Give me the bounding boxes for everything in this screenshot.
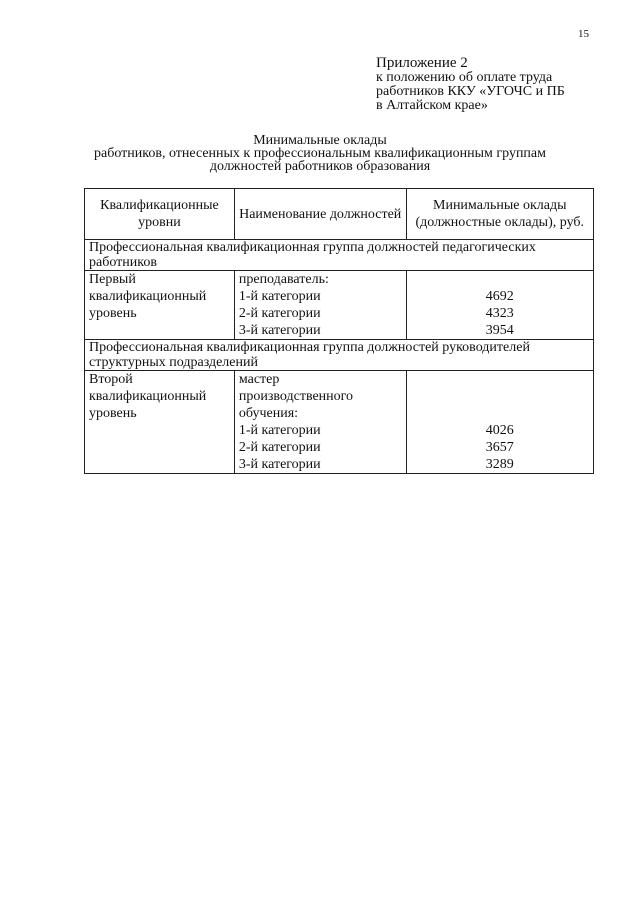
header-salary: Минимальные оклады (должностные оклады), руб. bbox=[406, 189, 593, 240]
position-category: 3-й категории bbox=[238, 457, 321, 472]
header-level: Квалификационные уровни bbox=[85, 189, 235, 240]
position-cell bbox=[234, 271, 406, 340]
group-row bbox=[85, 340, 594, 371]
position-title: производственного bbox=[238, 389, 354, 404]
title-line: работников, отнесенных к профессиональным квалификационным группам bbox=[94, 146, 546, 161]
position-category: 3-й категории bbox=[238, 323, 321, 338]
salary-value: 4026 bbox=[485, 423, 514, 438]
position-category: 2-й категории bbox=[238, 440, 321, 455]
page-number: 15 bbox=[578, 28, 589, 40]
position-category: 2-й категории bbox=[238, 306, 321, 321]
salary-value: 3657 bbox=[485, 440, 514, 455]
header-position: Наименование должностей bbox=[234, 189, 406, 240]
group-name: Профессиональная квалификационная группа должностей руководителей структурных подразделений bbox=[85, 340, 594, 371]
title-line: должностей работников образования bbox=[209, 159, 431, 174]
position-category: 1-й категории bbox=[238, 423, 321, 438]
appendix-title: Приложение 2 bbox=[376, 55, 468, 71]
table-row bbox=[85, 371, 594, 474]
salary-value: 4323 bbox=[485, 306, 514, 321]
position-title: преподаватель: bbox=[238, 272, 329, 287]
salary-table bbox=[84, 188, 594, 474]
appendix-line: работников ККУ «УГОЧС и ПБ bbox=[376, 84, 565, 99]
level-cell: Второй квалификационный уровень bbox=[85, 371, 235, 474]
appendix-line: в Алтайском крае» bbox=[376, 98, 488, 113]
appendix-block bbox=[376, 56, 606, 113]
table-row bbox=[85, 271, 594, 340]
group-name: Профессиональная квалификационная группа должностей педагогических работников bbox=[85, 240, 594, 271]
salary-value: 3289 bbox=[485, 457, 514, 472]
level-cell: Первый квалификационный уровень bbox=[85, 271, 235, 340]
title-line: Минимальные оклады bbox=[253, 133, 387, 148]
position-cell bbox=[234, 371, 406, 474]
position-category: 1-й категории bbox=[238, 289, 321, 304]
salary-cell bbox=[406, 371, 593, 474]
table-header-row bbox=[85, 189, 594, 240]
group-row bbox=[85, 240, 594, 271]
position-title: мастер bbox=[238, 372, 280, 387]
document-title bbox=[0, 134, 640, 173]
appendix-line: к положению об оплате труда bbox=[376, 70, 553, 85]
position-title: обучения: bbox=[238, 406, 299, 421]
salary-value: 4692 bbox=[485, 289, 514, 304]
salary-cell bbox=[406, 271, 593, 340]
salary-value: 3954 bbox=[485, 323, 514, 338]
